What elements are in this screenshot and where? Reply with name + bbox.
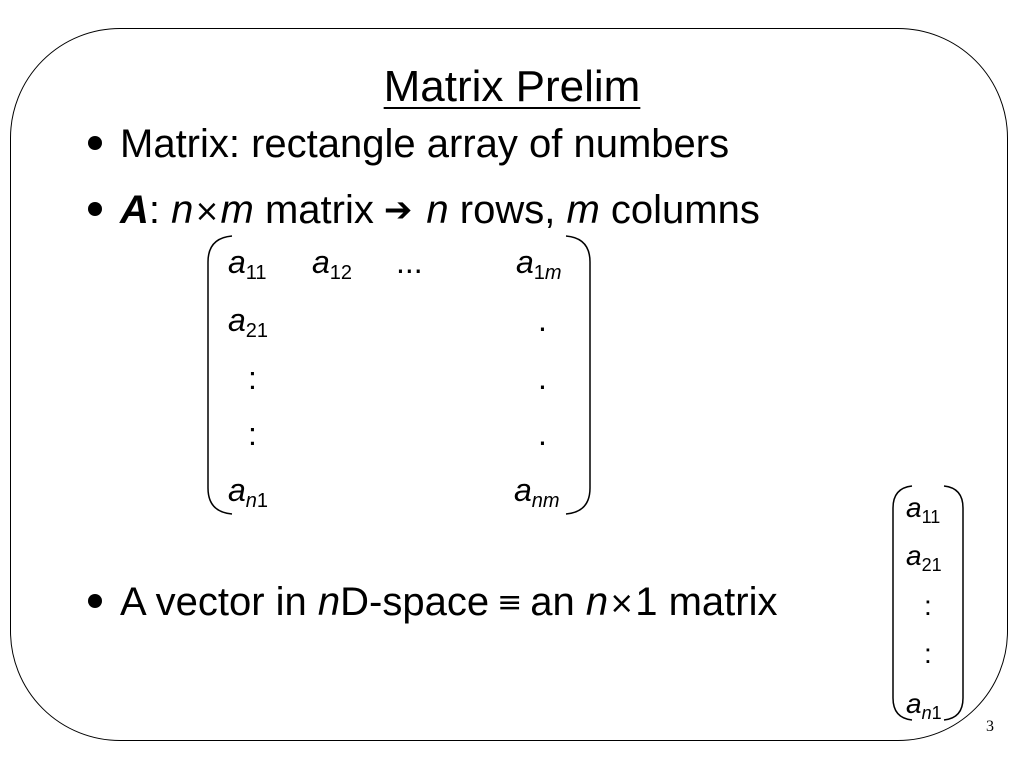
- matrix-entry-anm: $a_{nm}$: [514, 472, 560, 512]
- vector-right-paren: [944, 486, 963, 720]
- space-text: D-space: [340, 580, 490, 624]
- matrix-right-paren: [566, 236, 590, 514]
- arrow-right-icon: ➔: [383, 190, 413, 230]
- vector-entry-a11: $a_{11}$: [906, 492, 941, 527]
- columns-word: columns: [610, 188, 760, 232]
- matrix-entry-a1m: $a_{1m}$: [516, 244, 562, 284]
- matrix-entry-a12: $a_{12}$: [312, 244, 353, 284]
- bullet-dot-icon: [88, 594, 102, 608]
- cols-m-symbol: m: [566, 188, 600, 232]
- bullet-text: Matrix: rectangle array of numbers: [120, 122, 730, 166]
- matrix-colon: :: [248, 360, 257, 396]
- n-symbol: n: [317, 580, 341, 624]
- matrix-word: matrix: [264, 188, 374, 232]
- matrix-entry-a11: $a_{11}$: [228, 244, 267, 284]
- n-symbol: n: [585, 580, 609, 624]
- matrix-ellipsis: ...: [396, 244, 423, 280]
- slide-title: Matrix Prelim: [383, 62, 641, 111]
- matrix-dot: .: [538, 416, 547, 452]
- rows-n-symbol: n: [426, 188, 449, 232]
- vector-colon: :: [924, 638, 932, 669]
- matrix-entry-a21: $a_{21}$: [228, 302, 269, 342]
- bullet-vector-definition: [88, 580, 778, 625]
- an-word: an: [530, 580, 575, 624]
- equiv-symbol: ≡: [497, 585, 523, 620]
- vector-entry-a21: $a_{21}$: [906, 540, 942, 575]
- matrix-symbol: A: [120, 188, 149, 232]
- vector-pre-text: A vector in: [120, 580, 307, 624]
- matrix-dot: .: [538, 360, 547, 396]
- times-symbol: ×: [609, 586, 635, 621]
- colon: :: [148, 188, 161, 232]
- matrix-colon: :: [248, 416, 257, 452]
- n-symbol: n: [171, 188, 194, 232]
- page-number: 3: [986, 718, 994, 735]
- rows-word: rows,: [459, 188, 556, 232]
- matrix-entry-an1: $a_{n1}$: [228, 472, 269, 512]
- vector-colon: :: [924, 590, 932, 621]
- m-symbol: m: [220, 188, 254, 232]
- matrix-dot: .: [538, 302, 547, 338]
- times-symbol: ×: [194, 194, 220, 229]
- one-matrix-text: 1 matrix: [635, 580, 778, 624]
- vector-entry-an1: $a_{n1}$: [906, 688, 942, 723]
